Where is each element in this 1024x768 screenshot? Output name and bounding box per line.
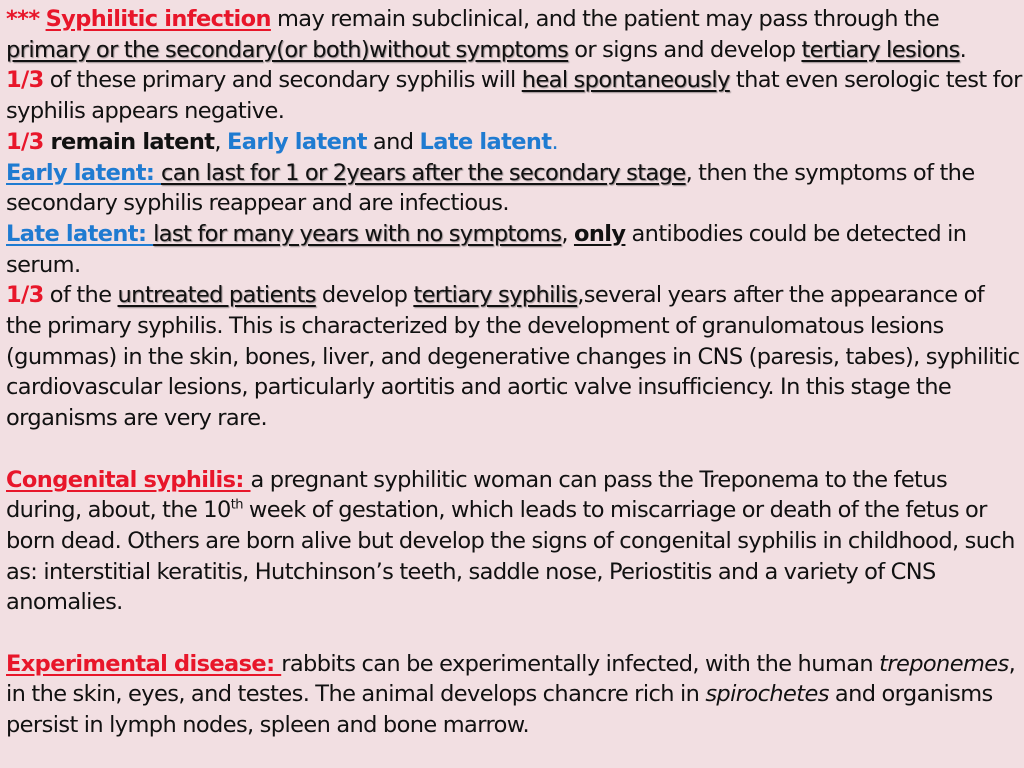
text: of the <box>43 282 118 309</box>
paragraph-late-latent <box>6 219 1024 280</box>
text: , then the symptoms of the secondary syphilis reappear and are infectious. <box>6 159 975 217</box>
heading-late-latent: Late latent: <box>6 220 154 247</box>
paragraph-congenital-syphilis <box>6 465 1024 619</box>
highlight-heal-spontaneously: heal spontaneously <box>521 67 730 94</box>
highlight-early-latent-duration: can last for 1 or 2years after the secondary stage <box>160 159 686 186</box>
text: of these primary and secondary syphilis will <box>43 67 522 94</box>
heading-congenital-syphilis: Congenital syphilis: <box>6 466 251 493</box>
text: week of gestation, which leads to miscarriage or death of the fetus or born dead. Others are born alive but develop the signs of congenital syphilis in childhood, such as: interstitial keratitis, Hutchinson’s teeth, saddle nose, Periostitis and a variety of CNS anomalies. <box>6 497 1015 616</box>
highlight-tertiary-lesions: tertiary lesions <box>801 36 960 63</box>
text: . <box>959 36 967 63</box>
paragraph-heal-spontaneously <box>6 65 1024 126</box>
fraction-one-third: 1/3 <box>6 67 44 94</box>
spacer <box>6 618 1024 649</box>
text: or signs and develop <box>568 36 802 63</box>
text: that even serologic test for syphilis appears negative. <box>6 67 1022 125</box>
highlight-without-symptoms: primary or the secondary(or both)without symptoms <box>6 36 569 63</box>
only-emphasis: only <box>573 220 626 247</box>
superscript-th: th <box>230 497 243 513</box>
text: develop <box>315 282 414 309</box>
period: . <box>551 128 559 155</box>
highlight-tertiary-syphilis: tertiary syphilis <box>413 282 578 309</box>
text: ,several years after the appearance of the primary syphilis. This is characterized by the development of granulomatous lesions (gummas) in the skin, bones, liver, and degenerative changes in CNS (paresis, tabes), syphilitic cardiovascular lesions, particularly aortitis and aortic valve insufficiency. In this stage the organisms are very rare. <box>6 282 1020 432</box>
paragraph-early-latent <box>6 158 1024 219</box>
italic-treponemes: treponemes <box>879 650 1009 677</box>
text: rabbits can be experimentally infected, with the human <box>281 650 880 677</box>
fraction-one-third: 1/3 <box>6 128 44 155</box>
heading-syphilitic-infection: Syphilitic infection <box>45 6 271 32</box>
italic-spirochetes: spirochetes <box>705 681 829 708</box>
text: , <box>214 128 228 155</box>
heading-experimental-disease: Experimental disease: <box>6 650 282 677</box>
late-latent-term: Late latent <box>419 128 552 155</box>
fraction-one-third: 1/3 <box>6 282 44 309</box>
text: , <box>561 220 574 247</box>
paragraph-syphilitic-infection <box>6 4 1024 65</box>
text: , in the skin, eyes, and testes. The animal develops chancre rich in <box>6 650 1016 708</box>
highlight-late-latent-duration: last for many years with no symptoms <box>153 220 562 247</box>
stars-marker: *** <box>6 6 40 32</box>
spacer <box>6 434 1024 465</box>
text: and organisms persist in lymph nodes, spleen and bone marrow. <box>6 681 993 739</box>
paragraph-tertiary-syphilis <box>6 280 1024 434</box>
text: may remain subclinical, and the patient may pass through the <box>270 6 940 32</box>
text: a pregnant syphilitic woman can pass the Treponema to the fetus during, about, the 10 <box>6 466 948 524</box>
highlight-untreated-patients: untreated patients <box>117 282 316 309</box>
remain-latent: remain latent <box>43 128 215 155</box>
slide-body <box>6 4 1024 741</box>
early-latent-term: Early latent <box>227 128 367 155</box>
heading-early-latent: Early latent: <box>6 159 161 186</box>
paragraph-remain-latent <box>6 127 1024 158</box>
text: and <box>366 128 420 155</box>
text: antibodies could be detected in serum. <box>6 220 967 278</box>
paragraph-experimental-disease <box>6 649 1024 741</box>
